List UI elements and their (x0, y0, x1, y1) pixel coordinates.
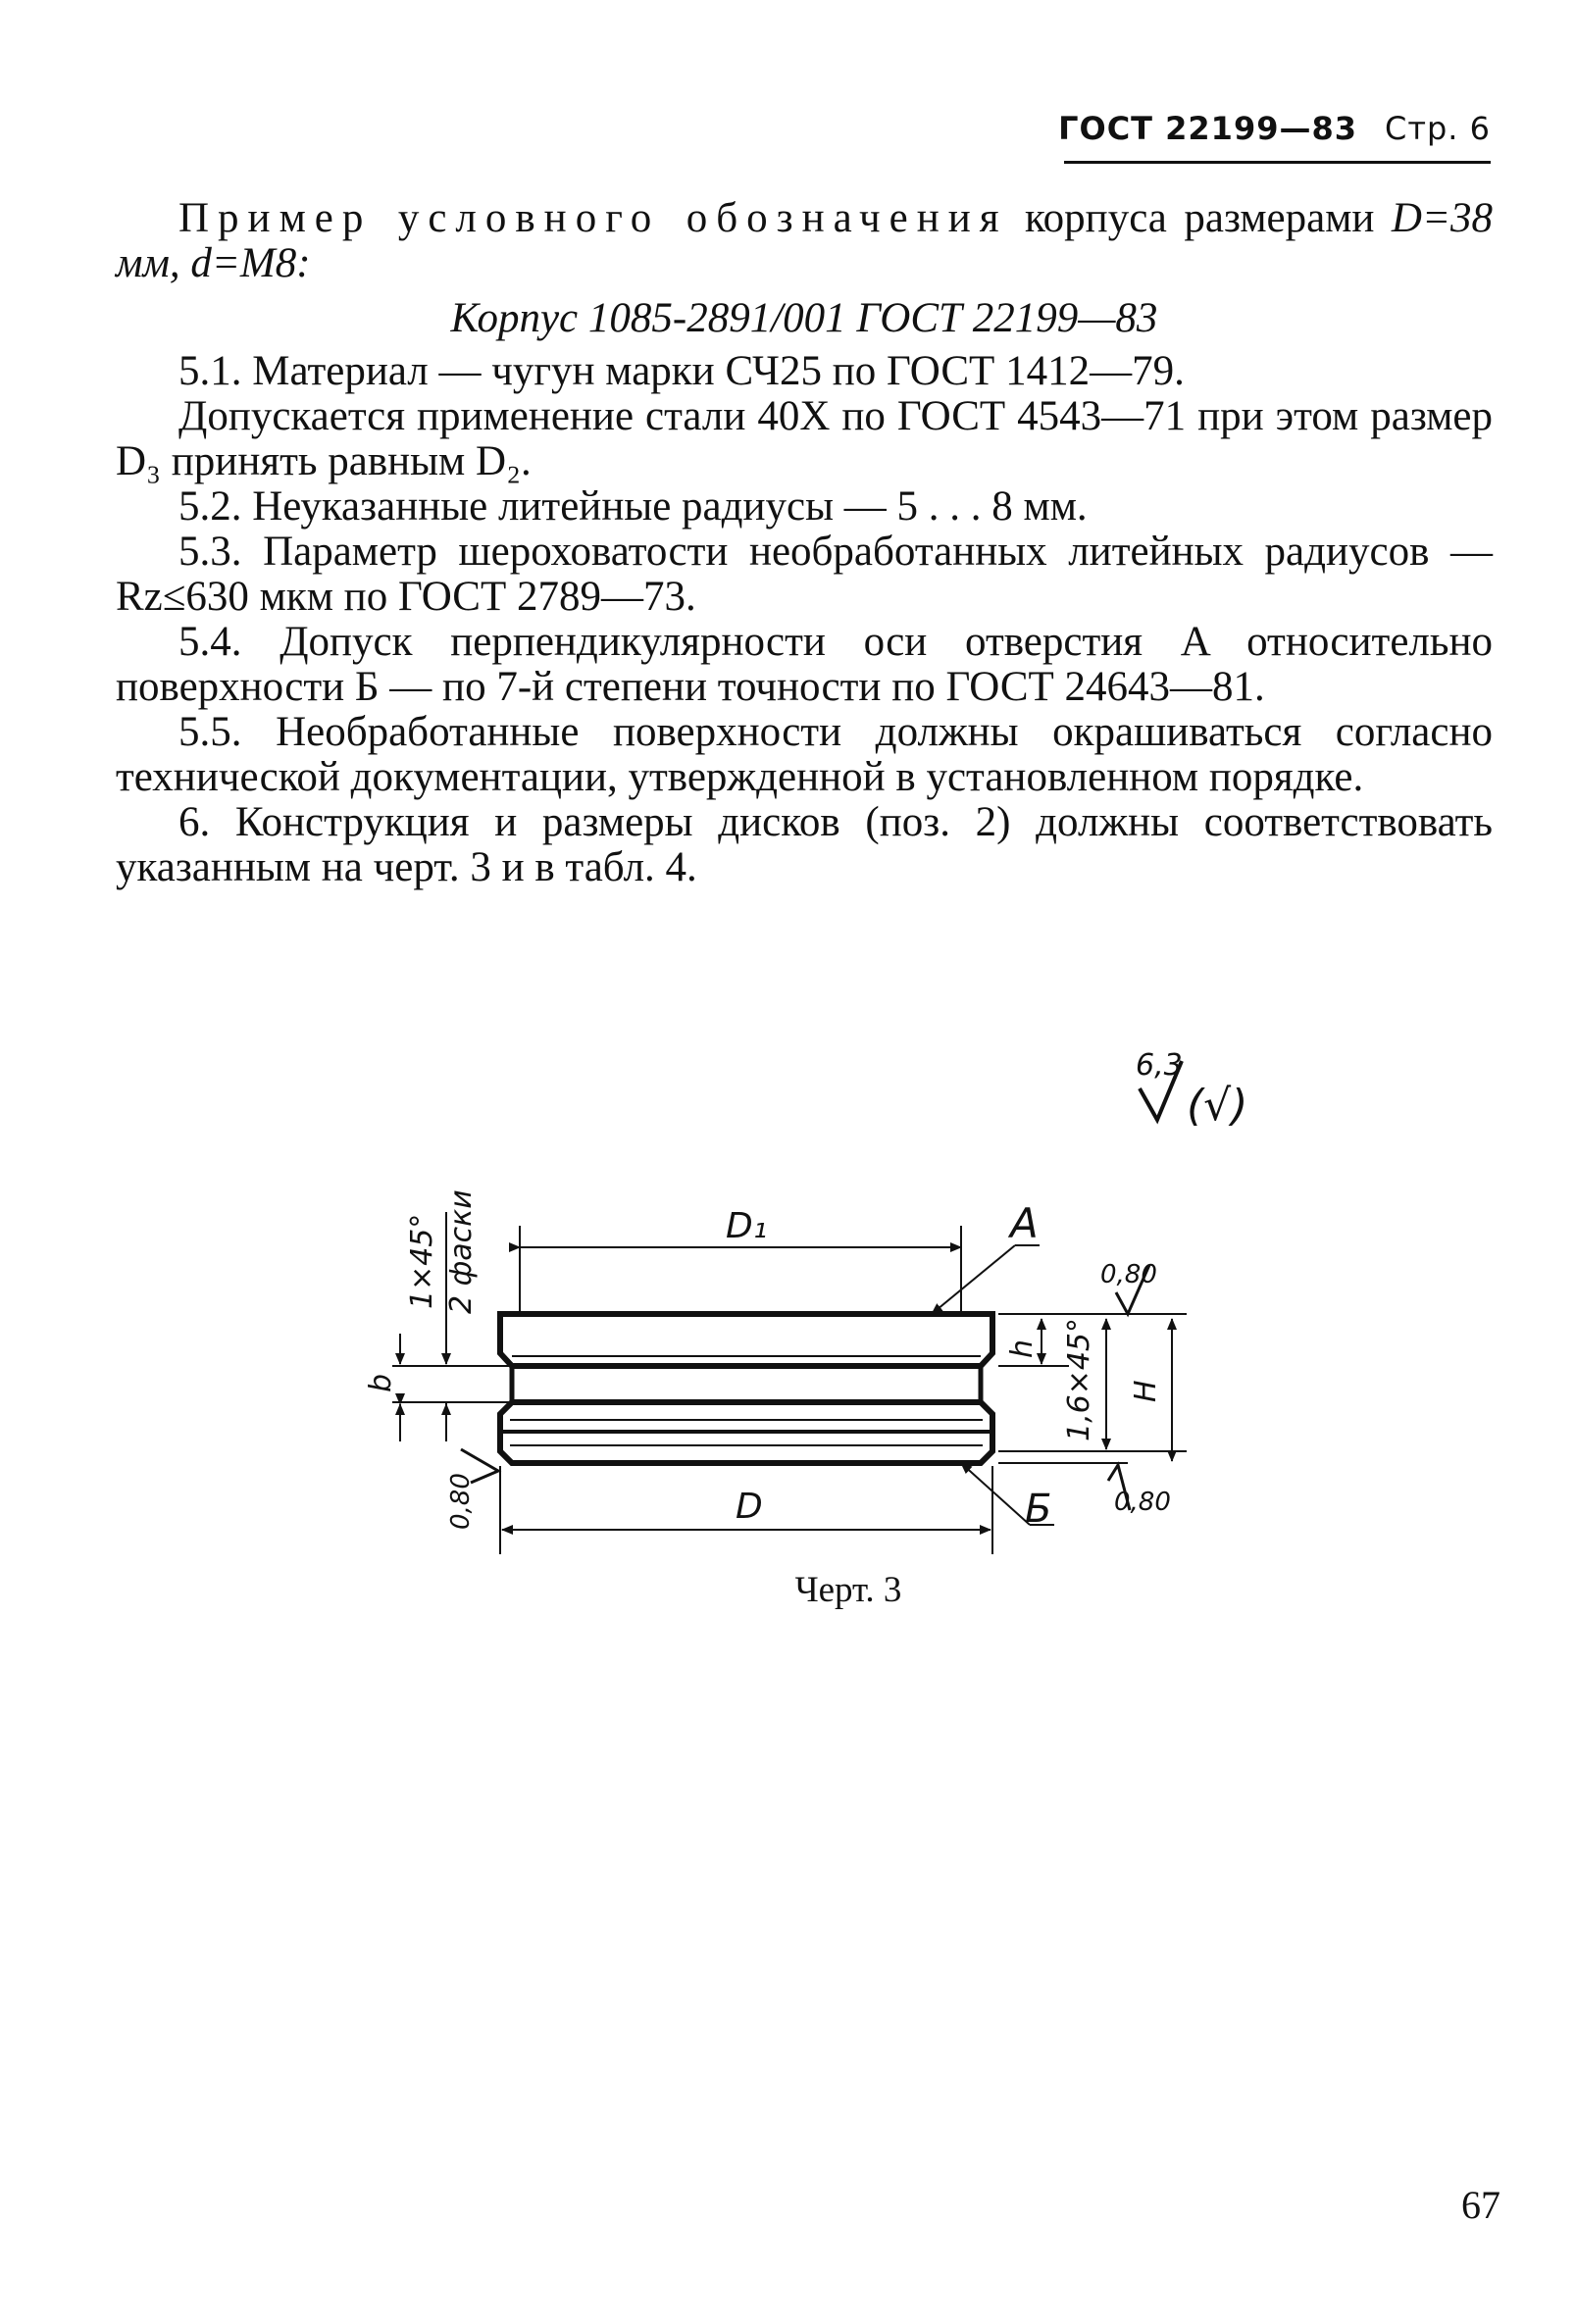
paragraph-5-2: 5.2. Неуказанные литейные радиусы — 5 . . . 8 мм. (178, 483, 1088, 530)
roughness-top (1100, 1260, 1157, 1314)
roughness-bottom (1108, 1465, 1171, 1517)
rough-top-value: 0,80 (1100, 1260, 1157, 1289)
example-spaced-label: Пример условного обозначения (178, 195, 1008, 241)
page-number: 67 (1461, 2183, 1500, 2227)
label-chamfer-right: 1,6×45° (1062, 1317, 1096, 1441)
label-d: D (736, 1487, 763, 1527)
roughness-value: 6,3 (1136, 1048, 1183, 1083)
leader-a (932, 1199, 1040, 1314)
paragraph-5-1-note: Допускается применение стали 40Х по ГОСТ 4543—71 при этом размер D₃ принять равным D₂. (116, 393, 1493, 484)
paragraph-5-5: 5.5. Необработанные поверхности должны окрашиваться согласно технической документации, утвержденной в установленном порядке. (116, 709, 1493, 800)
roughness-paren: (√) (1187, 1081, 1248, 1131)
rough-left-value: 0,80 (446, 1473, 476, 1530)
leader-b (961, 1463, 1054, 1532)
general-roughness-symbol (1136, 1048, 1247, 1131)
label-H: H (1129, 1380, 1163, 1402)
figure-caption: Черт. 3 (794, 1570, 902, 1610)
label-b: Б (1025, 1487, 1052, 1532)
left-dimensions (364, 1189, 510, 1441)
label-d1: D₁ (726, 1206, 768, 1246)
example-text: корпуса размерами (1007, 195, 1392, 241)
paragraph-5-3: 5.3. Параметр шероховатости необработанных литейных радиусов — Rz≤630 мкм по ГОСТ 2789—73. (116, 529, 1493, 620)
paragraph-6: 6. Конструкция и размеры дисков (поз. 2) должны соответствовать указанным на черт. 3 и в табл. 4. (116, 799, 1493, 890)
standard-number: ГОСТ 22199—83 (1058, 110, 1357, 147)
paragraph-5-1: 5.1. Материал — чугун марки СЧ25 по ГОСТ 1412—79. (178, 348, 1185, 394)
label-b-dim: b (364, 1373, 398, 1392)
disc-profile (500, 1314, 992, 1463)
rough-bottom-value: 0,80 (1114, 1488, 1171, 1517)
d-dimension (500, 1466, 992, 1554)
label-a: A (1010, 1199, 1039, 1247)
designation: Корпус 1085-2891/001 ГОСТ 22199—83 (450, 295, 1158, 341)
label-h: h (1005, 1339, 1040, 1358)
paragraph-5-4: 5.4. Допуск перпендикулярности оси отверстия A относительно поверхности Б — по 7-й степени точности по ГОСТ 24643—81. (116, 619, 1493, 710)
label-chamfer-left: 1×45° (405, 1213, 439, 1309)
example-formula: D=38 мм, d=M8: (116, 195, 1493, 286)
d1-dimension (520, 1206, 961, 1314)
page-label: Стр. 6 (1385, 110, 1491, 147)
label-chamfers: 2 фаски (444, 1189, 479, 1314)
roughness-left (446, 1449, 498, 1530)
right-dimensions (998, 1314, 1187, 1463)
